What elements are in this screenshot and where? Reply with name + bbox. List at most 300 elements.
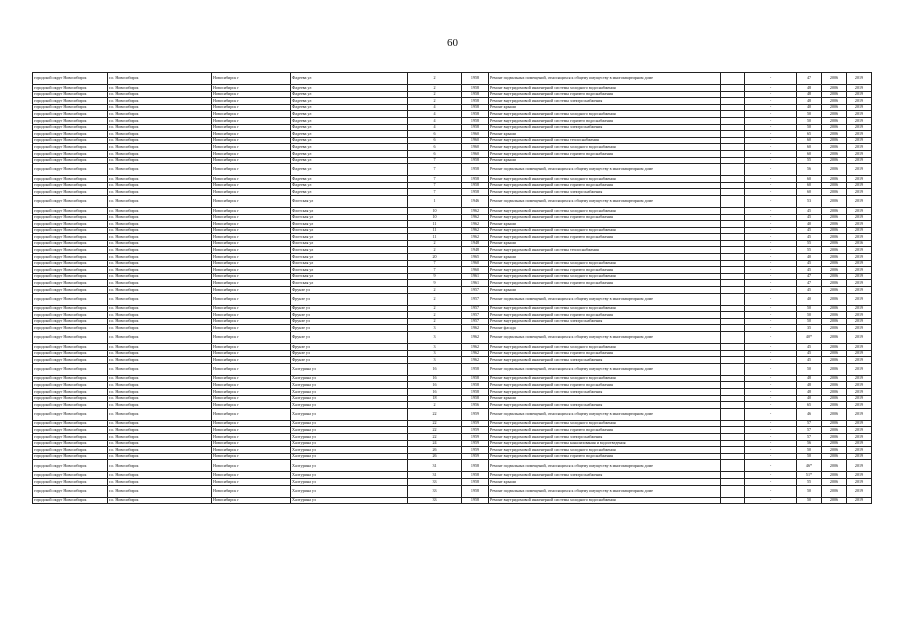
- dash-cell: -: [745, 497, 797, 504]
- end-year-cell: 2019: [847, 460, 872, 472]
- work-type-cell: Ремонт внутридомовой инженерной системы горячего водоснабжения: [489, 453, 721, 460]
- table-row: [33, 98, 872, 105]
- cost-cell: 50: [797, 485, 822, 497]
- settlement-cell: Новосибирск г: [212, 375, 291, 382]
- okrug-cell: городской округ Новосибирск: [33, 440, 108, 447]
- start-year-cell: 2006: [822, 164, 847, 176]
- empty-cell: [721, 73, 745, 85]
- city-cell: г.о. Новосибирск: [108, 73, 212, 85]
- settlement-cell: Новосибирск г: [212, 382, 291, 389]
- street-cell: Фрунзе ул: [291, 318, 408, 325]
- table-row: [33, 280, 872, 287]
- house-number-cell: 33: [408, 497, 462, 504]
- dash-cell: -: [745, 318, 797, 325]
- street-cell: Халтурина ул: [291, 497, 408, 504]
- end-year-cell: 2019: [847, 111, 872, 118]
- table-row: [33, 427, 872, 434]
- work-type-cell: Ремонт крыши: [489, 221, 721, 228]
- city-cell: г.о. Новосибирск: [108, 227, 212, 234]
- end-year-cell: 2019: [847, 357, 872, 364]
- end-year-cell: 2019: [847, 273, 872, 280]
- settlement-cell: Новосибирск г: [212, 280, 291, 287]
- okrug-cell: городской округ Новосибирск: [33, 350, 108, 357]
- settlement-cell: Новосибирск г: [212, 293, 291, 305]
- okrug-cell: городской округ Новосибирск: [33, 280, 108, 287]
- year-built-cell: 1962: [462, 350, 489, 357]
- year-built-cell: 1960: [462, 150, 489, 157]
- end-year-cell: 2019: [847, 117, 872, 124]
- start-year-cell: 2006: [822, 293, 847, 305]
- year-built-cell: 1958: [462, 375, 489, 382]
- table-row: [33, 240, 872, 247]
- cost-cell: 50: [797, 497, 822, 504]
- work-type-cell: Ремонт внутридомовой инженерной системы теплоснабжения: [489, 247, 721, 254]
- end-year-cell: 2019: [847, 325, 872, 332]
- start-year-cell: 2006: [822, 375, 847, 382]
- settlement-cell: Новосибирск г: [212, 395, 291, 402]
- house-number-cell: 16: [408, 382, 462, 389]
- start-year-cell: 2006: [822, 207, 847, 214]
- cost-cell: 40: [797, 293, 822, 305]
- year-built-cell: 1958: [462, 104, 489, 111]
- empty-cell: [721, 91, 745, 98]
- start-year-cell: 2006: [822, 137, 847, 144]
- street-cell: Фадеева ул: [291, 164, 408, 176]
- empty-cell: [721, 195, 745, 207]
- okrug-cell: городской округ Новосибирск: [33, 247, 108, 254]
- settlement-cell: Новосибирск г: [212, 388, 291, 395]
- end-year-cell: 2019: [847, 124, 872, 131]
- city-cell: г.о. Новосибирск: [108, 287, 212, 294]
- year-built-cell: 1959: [462, 440, 489, 447]
- year-built-cell: 1961: [462, 273, 489, 280]
- settlement-cell: Новосибирск г: [212, 332, 291, 344]
- table-row: [33, 402, 872, 409]
- street-cell: Халтурина ул: [291, 478, 408, 485]
- start-year-cell: 2006: [822, 318, 847, 325]
- start-year-cell: 2006: [822, 433, 847, 440]
- empty-cell: [721, 221, 745, 228]
- okrug-cell: городской округ Новосибирск: [33, 357, 108, 364]
- cost-cell: 50: [797, 312, 822, 319]
- table-row: [33, 176, 872, 183]
- city-cell: г.о. Новосибирск: [108, 312, 212, 319]
- cost-cell: 56: [797, 440, 822, 447]
- empty-cell: [721, 260, 745, 267]
- year-built-cell: 1958: [462, 124, 489, 131]
- end-year-cell: 2019: [847, 350, 872, 357]
- empty-cell: [721, 189, 745, 196]
- work-type-cell: Ремонт внутридомовой инженерной системы горячего водоснабжения: [489, 91, 721, 98]
- dash-cell: -: [745, 260, 797, 267]
- house-number-cell: 24: [408, 440, 462, 447]
- year-built-cell: 1948: [462, 240, 489, 247]
- start-year-cell: 2006: [822, 350, 847, 357]
- okrug-cell: городской округ Новосибирск: [33, 267, 108, 274]
- start-year-cell: 2006: [822, 280, 847, 287]
- end-year-cell: 2019: [847, 293, 872, 305]
- table-row: [33, 305, 872, 312]
- okrug-cell: городской округ Новосибирск: [33, 472, 108, 479]
- okrug-cell: городской округ Новосибирск: [33, 207, 108, 214]
- table-row: [33, 150, 872, 157]
- year-built-cell: 1958: [462, 395, 489, 402]
- dash-cell: -: [745, 150, 797, 157]
- table-row: [33, 350, 872, 357]
- city-cell: г.о. Новосибирск: [108, 144, 212, 151]
- settlement-cell: Новосибирск г: [212, 73, 291, 85]
- start-year-cell: 2006: [822, 247, 847, 254]
- table-row: [33, 144, 872, 151]
- okrug-cell: городской округ Новосибирск: [33, 104, 108, 111]
- house-number-cell: 2: [408, 318, 462, 325]
- year-built-cell: 1962: [462, 221, 489, 228]
- end-year-cell: 2019: [847, 91, 872, 98]
- empty-cell: [721, 111, 745, 118]
- cost-cell: 60: [797, 176, 822, 183]
- cost-cell: 48: [797, 98, 822, 105]
- cost-cell: 45: [797, 214, 822, 221]
- table-row: [33, 260, 872, 267]
- house-number-cell: 2: [408, 305, 462, 312]
- empty-cell: [721, 207, 745, 214]
- start-year-cell: 2006: [822, 111, 847, 118]
- city-cell: г.о. Новосибирск: [108, 195, 212, 207]
- work-type-cell: Ремонт внутридомовой инженерной системы электроснабжения: [489, 472, 721, 479]
- start-year-cell: 2006: [822, 287, 847, 294]
- empty-cell: [721, 485, 745, 497]
- okrug-cell: городской округ Новосибирск: [33, 420, 108, 427]
- year-built-cell: 1957: [462, 293, 489, 305]
- dash-cell: -: [745, 280, 797, 287]
- city-cell: г.о. Новосибирск: [108, 408, 212, 420]
- year-built-cell: 1957: [462, 312, 489, 319]
- dash-cell: -: [745, 382, 797, 389]
- settlement-cell: Новосибирск г: [212, 427, 291, 434]
- okrug-cell: городской округ Новосибирск: [33, 254, 108, 261]
- cost-cell: 46*: [797, 460, 822, 472]
- city-cell: г.о. Новосибирск: [108, 395, 212, 402]
- dash-cell: -: [745, 267, 797, 274]
- house-number-cell: 6: [408, 144, 462, 151]
- dash-cell: -: [745, 182, 797, 189]
- work-type-cell: Ремонт внутридомовой инженерной системы горячего водоснабжения: [489, 150, 721, 157]
- work-type-cell: Ремонт внутридомовой инженерной системы электроснабжения: [489, 98, 721, 105]
- work-type-cell: Ремонт внутридомовой инженерной системы холодного водоснабжения: [489, 497, 721, 504]
- start-year-cell: 2006: [822, 332, 847, 344]
- year-built-cell: 1959: [462, 433, 489, 440]
- table-row: [33, 433, 872, 440]
- start-year-cell: 2006: [822, 447, 847, 454]
- work-type-cell: Ремонт внутридомовой инженерной системы холодного водоснабжения: [489, 85, 721, 92]
- work-type-cell: Ремонт внутридомовой инженерной системы горячего водоснабжения: [489, 214, 721, 221]
- house-number-cell: 4: [408, 124, 462, 131]
- table-row: [33, 247, 872, 254]
- year-built-cell: 1946: [462, 195, 489, 207]
- dash-cell: -: [745, 85, 797, 92]
- end-year-cell: 2019: [847, 85, 872, 92]
- street-cell: Фадеева ул: [291, 144, 408, 151]
- start-year-cell: 2006: [822, 182, 847, 189]
- street-cell: Фадеева ул: [291, 117, 408, 124]
- okrug-cell: городской округ Новосибирск: [33, 363, 108, 375]
- work-type-cell: Ремонт внутридомовой инженерной системы электроснабжения: [489, 433, 721, 440]
- cost-cell: 40*: [797, 332, 822, 344]
- year-built-cell: 1960: [462, 137, 489, 144]
- street-cell: Фадеева ул: [291, 157, 408, 164]
- settlement-cell: Новосибирск г: [212, 182, 291, 189]
- start-year-cell: 2006: [822, 485, 847, 497]
- settlement-cell: Новосибирск г: [212, 453, 291, 460]
- table-row: [33, 124, 872, 131]
- settlement-cell: Новосибирск г: [212, 195, 291, 207]
- cost-cell: 50: [797, 305, 822, 312]
- end-year-cell: 2019: [847, 485, 872, 497]
- dash-cell: -: [745, 363, 797, 375]
- settlement-cell: Новосибирск г: [212, 408, 291, 420]
- work-type-cell: Ремонт внутридомовой инженерной системы горячего водоснабжения: [489, 382, 721, 389]
- table-row: [33, 408, 872, 420]
- settlement-cell: Новосибирск г: [212, 478, 291, 485]
- empty-cell: [721, 440, 745, 447]
- table-row: [33, 375, 872, 382]
- settlement-cell: Новосибирск г: [212, 131, 291, 138]
- empty-cell: [721, 164, 745, 176]
- house-number-cell: 3: [408, 357, 462, 364]
- year-built-cell: 1962: [462, 344, 489, 351]
- dash-cell: -: [745, 273, 797, 280]
- table-row: [33, 85, 872, 92]
- work-type-cell: Ремонт внутридомовой инженерной системы электроснабжения: [489, 402, 721, 409]
- city-cell: г.о. Новосибирск: [108, 325, 212, 332]
- start-year-cell: 2006: [822, 189, 847, 196]
- dash-cell: -: [745, 240, 797, 247]
- dash-cell: -: [745, 402, 797, 409]
- start-year-cell: 2006: [822, 124, 847, 131]
- settlement-cell: Новосибирск г: [212, 267, 291, 274]
- year-built-cell: 1958: [462, 176, 489, 183]
- table-row: [33, 382, 872, 389]
- house-number-cell: 2: [408, 240, 462, 247]
- table-row: [33, 214, 872, 221]
- house-number-cell: 7: [408, 164, 462, 176]
- cost-cell: 40: [797, 395, 822, 402]
- table-body: [33, 73, 872, 504]
- city-cell: г.о. Новосибирск: [108, 91, 212, 98]
- dash-cell: -: [745, 395, 797, 402]
- end-year-cell: 2019: [847, 234, 872, 241]
- work-type-cell: Ремонт подвальных помещений, относящихся к общему имуществу в многоквартирном доме: [489, 408, 721, 420]
- year-built-cell: 1961: [462, 280, 489, 287]
- empty-cell: [721, 344, 745, 351]
- end-year-cell: 2019: [847, 402, 872, 409]
- okrug-cell: городской округ Новосибирск: [33, 460, 108, 472]
- house-number-cell: 2: [408, 293, 462, 305]
- table-row: [33, 195, 872, 207]
- cost-cell: 35: [797, 325, 822, 332]
- house-number-cell: 22: [408, 433, 462, 440]
- settlement-cell: Новосибирск г: [212, 363, 291, 375]
- street-cell: Флотская ул: [291, 254, 408, 261]
- dash-cell: -: [745, 357, 797, 364]
- house-number-cell: 3: [408, 350, 462, 357]
- year-built-cell: 1960: [462, 131, 489, 138]
- city-cell: г.о. Новосибирск: [108, 240, 212, 247]
- empty-cell: [721, 214, 745, 221]
- work-type-cell: Ремонт подвальных помещений, относящихся к общему имуществу в многоквартирном доме: [489, 195, 721, 207]
- year-built-cell: 1959: [462, 427, 489, 434]
- end-year-cell: 2016: [847, 240, 872, 247]
- cost-cell: 48: [797, 388, 822, 395]
- dash-cell: -: [745, 234, 797, 241]
- settlement-cell: Новосибирск г: [212, 104, 291, 111]
- table-row: [33, 332, 872, 344]
- city-cell: г.о. Новосибирск: [108, 305, 212, 312]
- street-cell: Халтурина ул: [291, 382, 408, 389]
- start-year-cell: 2006: [822, 254, 847, 261]
- year-built-cell: 1962: [462, 227, 489, 234]
- okrug-cell: городской округ Новосибирск: [33, 273, 108, 280]
- okrug-cell: городской округ Новосибирск: [33, 124, 108, 131]
- end-year-cell: 2019: [847, 73, 872, 85]
- work-type-cell: Ремонт внутридомовой инженерной системы электроснабжения: [489, 318, 721, 325]
- city-cell: г.о. Новосибирск: [108, 189, 212, 196]
- empty-cell: [721, 408, 745, 420]
- okrug-cell: городской округ Новосибирск: [33, 447, 108, 454]
- cost-cell: 46: [797, 408, 822, 420]
- work-type-cell: Ремонт внутридомовой инженерной системы канализования и водоотведения: [489, 440, 721, 447]
- house-number-cell: 4: [408, 117, 462, 124]
- empty-cell: [721, 117, 745, 124]
- settlement-cell: Новосибирск г: [212, 164, 291, 176]
- house-number-cell: 20: [408, 254, 462, 261]
- end-year-cell: 2019: [847, 375, 872, 382]
- okrug-cell: городской округ Новосибирск: [33, 485, 108, 497]
- street-cell: Флотская ул: [291, 207, 408, 214]
- cost-cell: 45: [797, 227, 822, 234]
- dash-cell: -: [745, 485, 797, 497]
- okrug-cell: городской округ Новосибирск: [33, 85, 108, 92]
- empty-cell: [721, 350, 745, 357]
- table-row: [33, 395, 872, 402]
- end-year-cell: 2019: [847, 221, 872, 228]
- table-row: [33, 137, 872, 144]
- cost-cell: 50: [797, 318, 822, 325]
- dash-cell: -: [745, 293, 797, 305]
- dash-cell: -: [745, 460, 797, 472]
- table-row: [33, 318, 872, 325]
- year-built-cell: 1957: [462, 318, 489, 325]
- city-cell: г.о. Новосибирск: [108, 182, 212, 189]
- settlement-cell: Новосибирск г: [212, 91, 291, 98]
- empty-cell: [721, 254, 745, 261]
- dash-cell: -: [745, 433, 797, 440]
- city-cell: г.о. Новосибирск: [108, 440, 212, 447]
- settlement-cell: Новосибирск г: [212, 98, 291, 105]
- end-year-cell: 2019: [847, 427, 872, 434]
- house-number-cell: 11: [408, 234, 462, 241]
- city-cell: г.о. Новосибирск: [108, 472, 212, 479]
- cost-cell: 65: [797, 131, 822, 138]
- work-type-cell: Ремонт внутридомовой инженерной системы холодного водоснабжения: [489, 344, 721, 351]
- work-type-cell: Ремонт внутридомовой инженерной системы горячего водоснабжения: [489, 234, 721, 241]
- dash-cell: -: [745, 312, 797, 319]
- city-cell: г.о. Новосибирск: [108, 273, 212, 280]
- city-cell: г.о. Новосибирск: [108, 427, 212, 434]
- street-cell: Флотская ул: [291, 273, 408, 280]
- street-cell: Халтурина ул: [291, 460, 408, 472]
- settlement-cell: Новосибирск г: [212, 227, 291, 234]
- start-year-cell: 2006: [822, 453, 847, 460]
- empty-cell: [721, 433, 745, 440]
- end-year-cell: 2019: [847, 287, 872, 294]
- start-year-cell: 2006: [822, 427, 847, 434]
- cost-cell: 57: [797, 433, 822, 440]
- dash-cell: -: [745, 332, 797, 344]
- settlement-cell: Новосибирск г: [212, 111, 291, 118]
- end-year-cell: 2019: [847, 150, 872, 157]
- empty-cell: [721, 357, 745, 364]
- start-year-cell: 2006: [822, 234, 847, 241]
- empty-cell: [721, 420, 745, 427]
- table-row: [33, 363, 872, 375]
- year-built-cell: 1962: [462, 325, 489, 332]
- house-number-cell: 6: [408, 131, 462, 138]
- cost-cell: 40: [797, 104, 822, 111]
- city-cell: г.о. Новосибирск: [108, 280, 212, 287]
- year-built-cell: 1958: [462, 478, 489, 485]
- start-year-cell: 2006: [822, 460, 847, 472]
- city-cell: г.о. Новосибирск: [108, 460, 212, 472]
- street-cell: Фадеева ул: [291, 124, 408, 131]
- street-cell: Халтурина ул: [291, 433, 408, 440]
- table-row: [33, 91, 872, 98]
- okrug-cell: городской округ Новосибирск: [33, 234, 108, 241]
- empty-cell: [721, 388, 745, 395]
- city-cell: г.о. Новосибирск: [108, 388, 212, 395]
- street-cell: Фадеева ул: [291, 176, 408, 183]
- year-built-cell: 1962: [462, 234, 489, 241]
- table-row: [33, 234, 872, 241]
- okrug-cell: городской округ Новосибирск: [33, 240, 108, 247]
- work-type-cell: Ремонт подвальных помещений, относящихся к общему имуществу в многоквартирном доме: [489, 73, 721, 85]
- year-built-cell: 1962: [462, 214, 489, 221]
- street-cell: Фрунзе ул: [291, 332, 408, 344]
- house-number-cell: 26: [408, 453, 462, 460]
- city-cell: г.о. Новосибирск: [108, 85, 212, 92]
- end-year-cell: 2019: [847, 104, 872, 111]
- empty-cell: [721, 287, 745, 294]
- street-cell: Флотская ул: [291, 227, 408, 234]
- table-row: [33, 164, 872, 176]
- end-year-cell: 2019: [847, 420, 872, 427]
- end-year-cell: 2019: [847, 137, 872, 144]
- end-year-cell: 2019: [847, 332, 872, 344]
- cost-cell: 60: [797, 150, 822, 157]
- street-cell: Халтурина ул: [291, 472, 408, 479]
- city-cell: г.о. Новосибирск: [108, 254, 212, 261]
- house-number-cell: 2: [408, 73, 462, 85]
- dash-cell: -: [745, 227, 797, 234]
- okrug-cell: городской округ Новосибирск: [33, 182, 108, 189]
- dash-cell: -: [745, 254, 797, 261]
- empty-cell: [721, 460, 745, 472]
- street-cell: Халтурина ул: [291, 402, 408, 409]
- dash-cell: -: [745, 144, 797, 151]
- work-type-cell: Ремонт внутридомовой инженерной системы холодного водоснабжения: [489, 111, 721, 118]
- settlement-cell: Новосибирск г: [212, 176, 291, 183]
- okrug-cell: городской округ Новосибирск: [33, 150, 108, 157]
